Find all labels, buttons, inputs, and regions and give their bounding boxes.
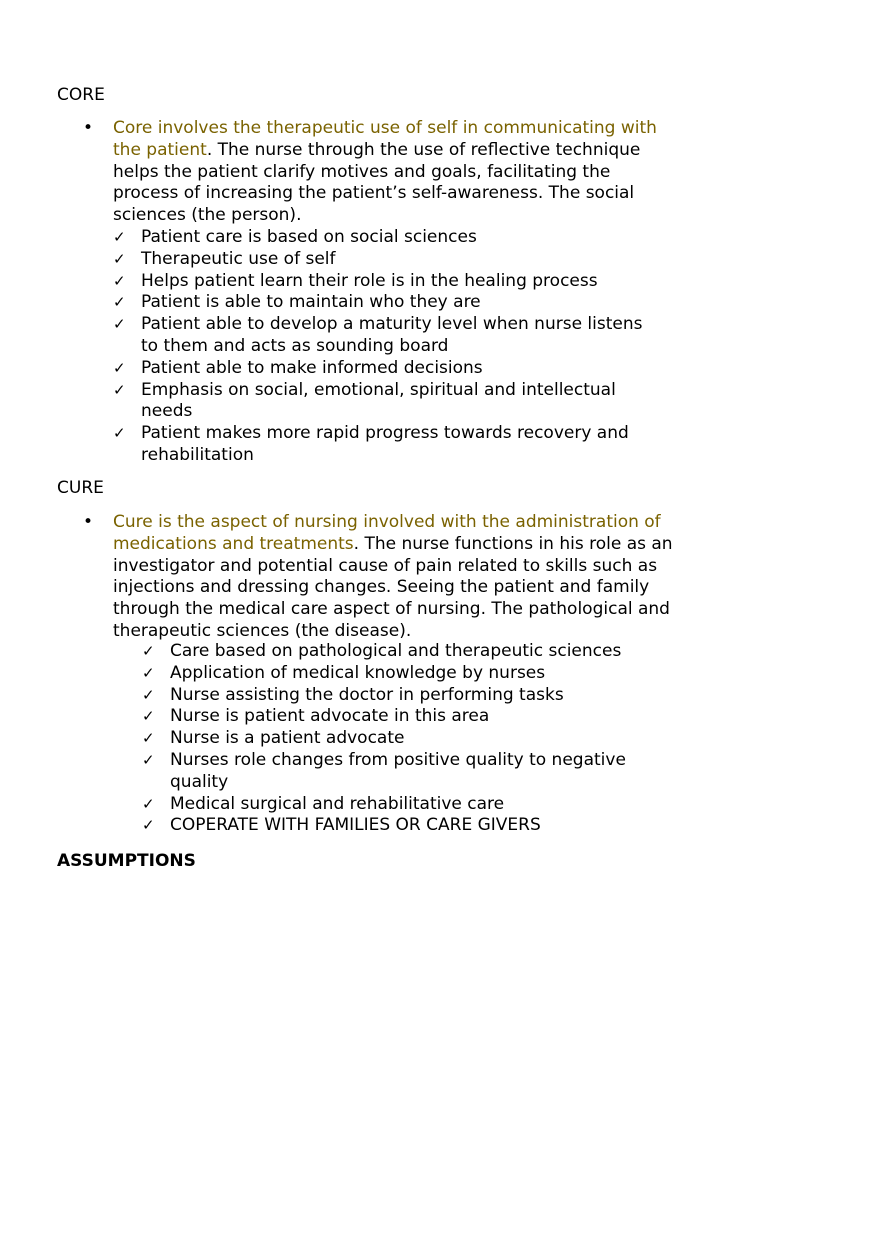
core-item-text: Patient makes more rapid progress towards recovery and rehabilitation [141, 423, 629, 465]
cure-item-text: Medical surgical and rehabilitative care [170, 793, 505, 814]
core-item-text: Patient able to develop a maturity level when nurse listens to them and acts as sounding board [141, 314, 643, 356]
checkmark-icon: ✓ [113, 293, 126, 312]
core-item-5 [113, 314, 658, 358]
checkmark-icon: ✓ [113, 271, 126, 290]
checkmark-icon: ✓ [142, 707, 155, 726]
core-intro-highlight: Core involves the therapeutic use of self in communicating with the patient [113, 118, 657, 160]
core-item-7 [113, 380, 658, 424]
checkmark-icon: ✓ [142, 729, 155, 748]
core-intro-rest: . The nurse through the use of reflective technique helps the patient clarify motives and goals, facilitating the process of increasing the patientʼs self-awareness. The social sciences (the person). [113, 139, 641, 226]
checkmark-icon: ✓ [113, 358, 126, 377]
cure-intro-highlight: Cure is the aspect of nursing involved with the administration of medications and treatments [113, 512, 661, 554]
core-checklist [113, 227, 658, 467]
bullet-dot-icon: • [83, 512, 94, 532]
core-item-text: Helps patient learn their role is in the healing process [141, 270, 598, 291]
cure-item-5 [142, 728, 642, 750]
cure-intro-paragraph [113, 512, 673, 643]
cure-checklist [142, 641, 642, 837]
checkmark-icon: ✓ [113, 424, 126, 443]
cure-item-text: Care based on pathological and therapeutic sciences [170, 641, 622, 661]
checkmark-icon: ✓ [142, 663, 155, 682]
cure-item-6 [142, 750, 642, 794]
cure-item-3 [142, 685, 642, 707]
cure-item-text: COPERATE WITH FAMILIES OR CARE GIVERS [170, 815, 541, 836]
cure-item-text: Nurse is patient advocate in this area [170, 706, 490, 727]
core-heading: CORE [57, 85, 105, 105]
core-item-1 [113, 227, 658, 249]
checkmark-icon: ✓ [142, 794, 155, 813]
cure-item-text: Nurse is a patient advocate [170, 728, 405, 749]
checkmark-icon: ✓ [113, 228, 126, 246]
cure-item-2 [142, 663, 642, 685]
cure-item-text: Application of medical knowledge by nurses [170, 662, 546, 683]
checkmark-icon: ✓ [113, 315, 126, 334]
core-item-6 [113, 358, 658, 380]
cure-intro-rest: . The nurse functions in his role as an investigator and potential cause of pain related to skills such as injections and dressing changes. Seeing the patient and family through the medical care aspect of nursing. The pathological and therapeutic sciences (the disease). [113, 533, 673, 641]
core-item-3 [113, 271, 658, 293]
checkmark-icon: ✓ [113, 380, 126, 399]
assumptions-heading: ASSUMPTIONS [57, 851, 196, 871]
core-item-8 [113, 423, 658, 467]
core-intro-paragraph [113, 118, 673, 227]
cure-item-4 [142, 706, 642, 728]
checkmark-icon: ✓ [142, 642, 155, 660]
checkmark-icon: ✓ [142, 750, 155, 769]
checkmark-icon: ✓ [142, 685, 155, 704]
core-item-4 [113, 292, 658, 314]
core-item-text: Patient is able to maintain who they are [141, 292, 481, 313]
core-item-2 [113, 249, 658, 271]
cure-heading: CURE [57, 478, 104, 498]
cure-item-8 [142, 815, 642, 837]
checkmark-icon: ✓ [113, 249, 126, 268]
core-item-text: Patient care is based on social sciences [141, 227, 477, 247]
cure-item-7 [142, 794, 642, 816]
cure-item-1 [142, 641, 642, 663]
cure-item-text: Nurses role changes from positive quality to negative quality [170, 749, 626, 792]
bullet-dot-icon: • [83, 118, 94, 138]
core-item-text: Patient able to make informed decisions [141, 357, 483, 378]
checkmark-icon: ✓ [142, 816, 155, 835]
core-item-text: Emphasis on social, emotional, spiritual and intellectual needs [141, 379, 616, 422]
core-item-text: Therapeutic use of self [141, 248, 336, 269]
cure-item-text: Nurse assisting the doctor in performing tasks [170, 684, 564, 705]
